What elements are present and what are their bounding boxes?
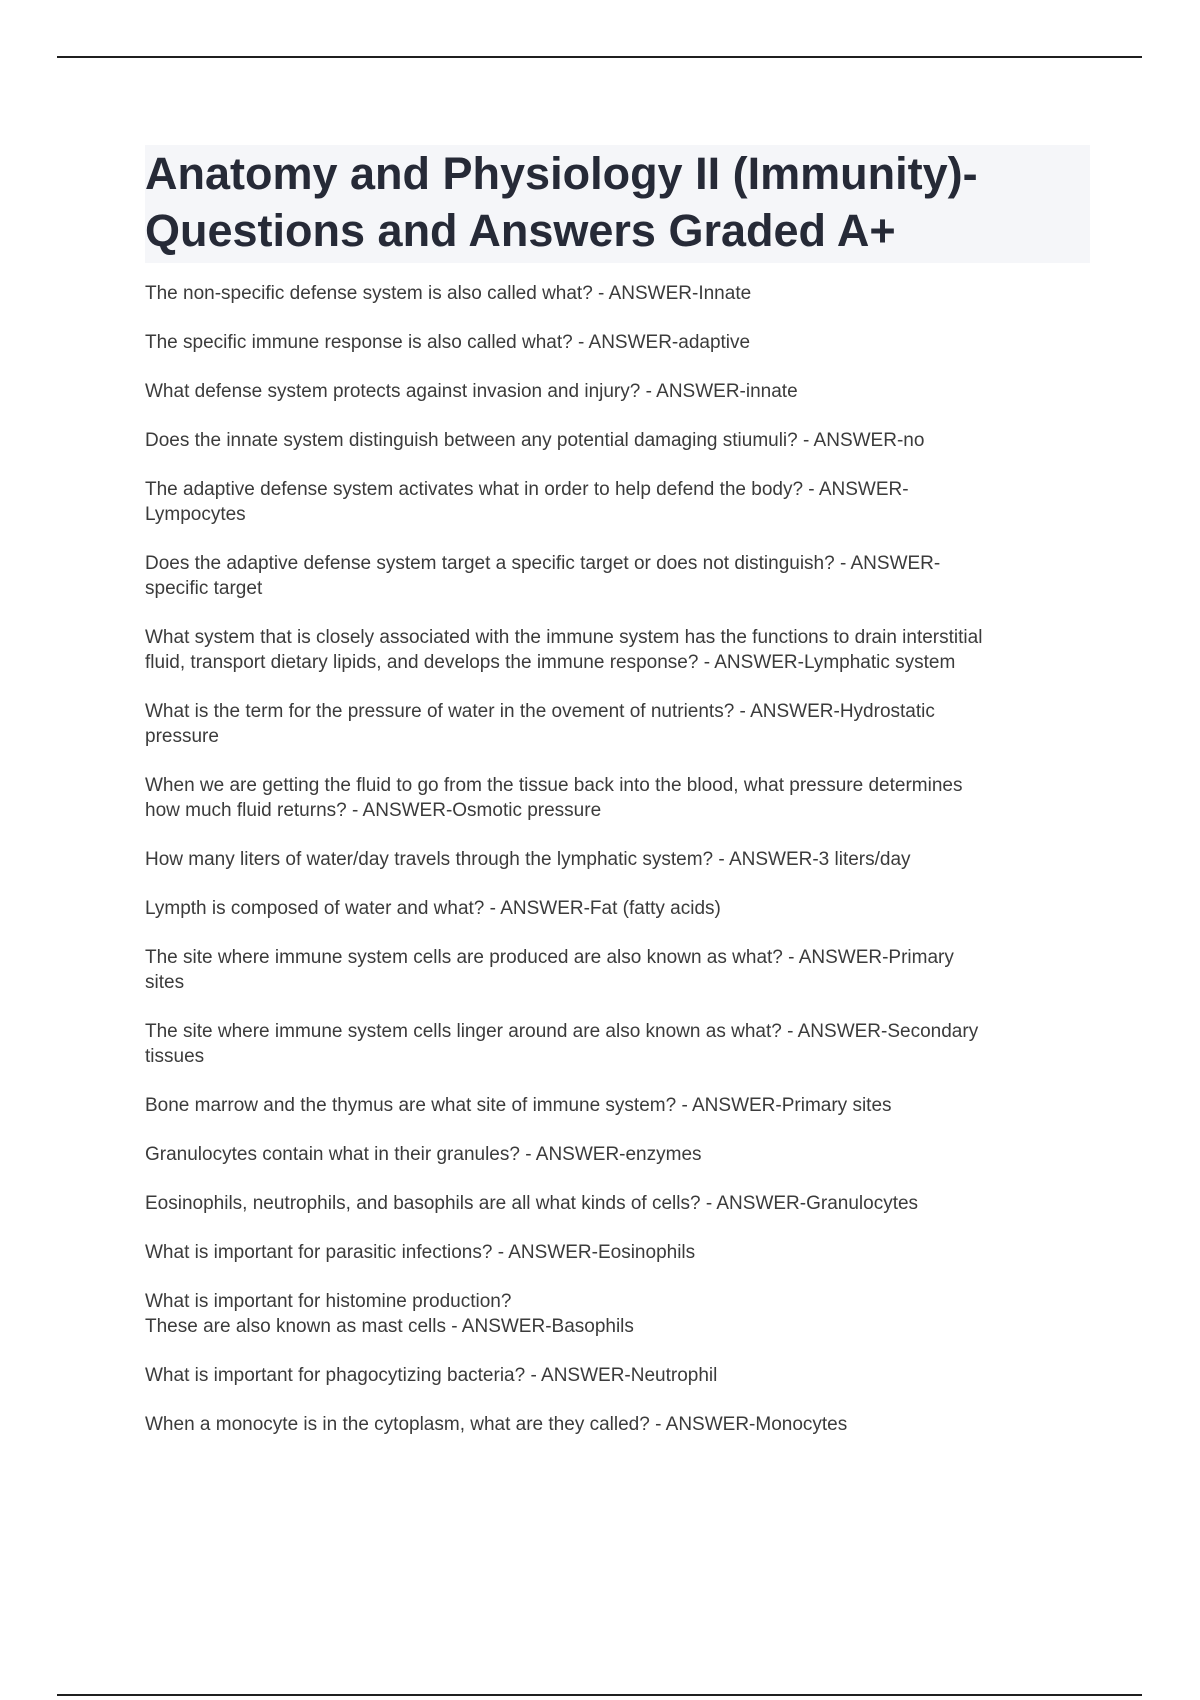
qa-item: What is the term for the pressure of water in the ovement of nutrients? - ANSWER-Hydrostatic pressure <box>145 701 935 747</box>
qa-item: What is important for phagocytizing bacteria? - ANSWER-Neutrophil <box>145 1365 718 1386</box>
qa-item: What is important for histomine production? These are also known as mast cells - ANSWER-Basophils <box>145 1291 634 1337</box>
qa-item: When we are getting the fluid to go from the tissue back into the blood, what pressure determines how much fluid returns? - ANSWER-Osmotic pressure <box>145 775 963 821</box>
bottom-divider <box>57 1694 1142 1696</box>
qa-item: When a monocyte is in the cytoplasm, what are they called? - ANSWER-Monocytes <box>145 1414 848 1435</box>
qa-item: What is important for parasitic infections? - ANSWER-Eosinophils <box>145 1242 696 1263</box>
qa-item: Does the innate system distinguish between any potential damaging stiumuli? - ANSWER-no <box>145 430 925 451</box>
qa-item: The specific immune response is also called what? - ANSWER-adaptive <box>145 332 751 353</box>
qa-item: How many liters of water/day travels through the lymphatic system? - ANSWER-3 liters/day <box>145 849 911 870</box>
qa-item: Bone marrow and the thymus are what site of immune system? - ANSWER-Primary sites <box>145 1095 892 1116</box>
top-divider <box>57 56 1142 58</box>
qa-item: Does the adaptive defense system target a specific target or does not distinguish? - ANSWER- specific target <box>145 553 941 599</box>
qa-item: The adaptive defense system activates what in order to help defend the body? - ANSWER- Lympocytes <box>145 479 909 525</box>
qa-item: The site where immune system cells are produced are also known as what? - ANSWER-Primary sites <box>145 947 954 993</box>
qa-item: The site where immune system cells linger around are also known as what? - ANSWER-Secondary tissues <box>145 1021 979 1067</box>
qa-list <box>145 281 1090 1437</box>
qa-item: The non-specific defense system is also called what? - ANSWER-Innate <box>145 283 752 304</box>
qa-item: Granulocytes contain what in their granules? - ANSWER-enzymes <box>145 1144 702 1165</box>
title-block <box>145 145 1090 263</box>
qa-item: Eosinophils, neutrophils, and basophils are all what kinds of cells? - ANSWER-Granulocytes <box>145 1193 919 1214</box>
qa-item: What defense system protects against invasion and injury? - ANSWER-innate <box>145 381 798 402</box>
qa-item: What system that is closely associated with the immune system has the functions to drain interstitial fluid, transport dietary lipids, and develops the immune response? - ANSWER-Lymphatic system <box>145 627 983 673</box>
document-title: Anatomy and Physiology II (Immunity)- Questions and Answers Graded A+ <box>145 148 978 256</box>
qa-item: Lympth is composed of water and what? - ANSWER-Fat (fatty acids) <box>145 898 721 919</box>
document-body <box>145 145 1090 1461</box>
